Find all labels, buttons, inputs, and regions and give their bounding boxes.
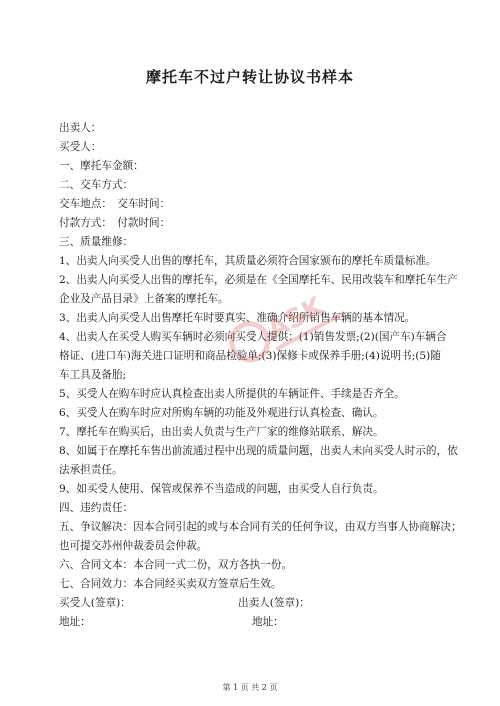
page-title: 摩托车不过户转让协议书样本 — [145, 68, 354, 86]
section-amount: 一、摩托车金额： — [59, 160, 144, 172]
section-breach: 四、违约责任： — [59, 502, 134, 514]
page-footer: 第 1 页 共 2 页 — [222, 683, 278, 692]
clause-3: 3、出卖人向买受人出售摩托车时要真实、准确介绍所销售车辆的基本情况。 — [59, 312, 416, 324]
seller-line: 出卖人： — [59, 122, 102, 134]
seller-address: 地址： — [252, 616, 284, 628]
clause-5: 5、买受人在购车时应认真检查出卖人所提供的车辆证件、手续是否齐全。 — [59, 388, 405, 400]
payment-method-time: 付款方式： 付款时间： — [59, 217, 171, 229]
watermark-logo — [215, 268, 355, 378]
clause-4-b: 格证、(进口车)海关进口证明和商品检验单;(3)保修卡或保养手册;(4)说明书;(5)随 — [59, 350, 441, 362]
clause-6: 6、买受人在购车时应对所购车辆的功能及外观进行认真检查、确认。 — [59, 407, 384, 419]
buyer-line: 买受人： — [59, 141, 102, 153]
clause-8-a: 8、如属于在摩托车售出前流通过程中出现的质量问题，出卖人未向买受人时示的，依 — [59, 445, 458, 457]
clause-4-c: 车工具及备胎; — [59, 369, 127, 381]
clause-1: 1、出卖人向买受人出售的摩托车，其质量必须符合国家颁布的摩托车质量标准。 — [59, 255, 437, 267]
section-delivery: 二、交车方式： — [59, 179, 134, 191]
buyer-address: 地址： — [59, 616, 91, 628]
section-dispute-b: 也可提交苏州仲裁委员会仲裁。 — [59, 540, 208, 552]
svg-text:ASK: ASK — [262, 291, 329, 346]
clause-2-a: 2、出卖人向买受人出售的摩托车，必须是在《全国摩托车、民用改装车和摩托车生产 — [59, 274, 458, 286]
section-dispute-a: 五、争议解决：因本合同引起的或与本合同有关的任何争议，由双方当事人协商解决； — [59, 521, 462, 533]
seller-signature: 出卖人(签章)： — [238, 597, 310, 609]
clause-9: 9、如买受人使用、保管或保养不当造成的问题，由买受人自行负责。 — [59, 483, 384, 495]
delivery-place-time: 交车地点： 交车时间： — [59, 198, 171, 210]
section-quality: 三、质量维修： — [59, 236, 134, 248]
clause-8-b: 法承担责任。 — [59, 464, 123, 476]
section-effect: 七、合同效力：本合同经买卖双方签章后生效。 — [59, 578, 282, 590]
section-copies: 六、合同文本：本合同一式二份，双方各执一份。 — [59, 559, 293, 571]
clause-7: 7、摩托车在购买后，由出卖人负责与生产厂家的维修站联系、解决。 — [59, 426, 384, 438]
buyer-signature: 买受人(签章)： — [59, 597, 131, 609]
clause-2-b: 企业及产品目录》上备案的摩托车。 — [59, 293, 229, 305]
clause-4-a: 4、出卖人在买受人购买车辆时必须向买受人提供：(1)销售发票;(2)(国产车)车辆合 — [59, 331, 447, 343]
